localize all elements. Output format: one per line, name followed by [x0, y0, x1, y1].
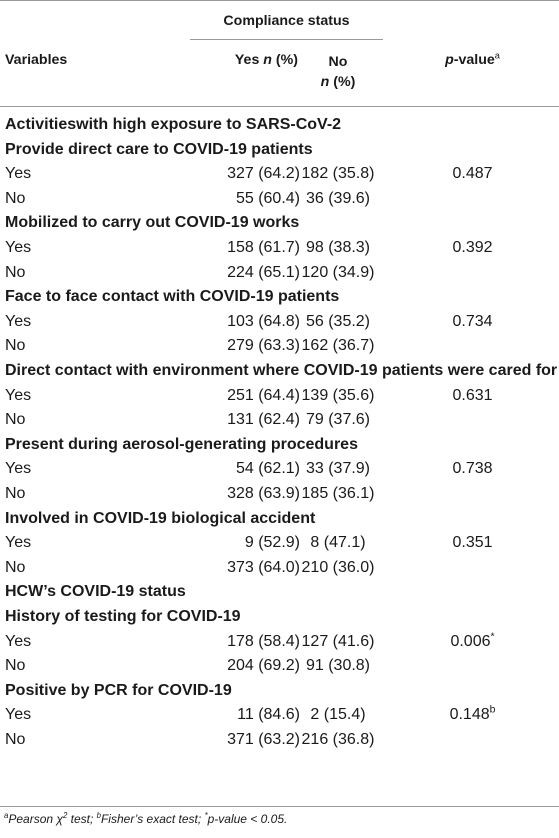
row-label: Yes — [5, 239, 32, 256]
yes-cell: 371 (63.2) — [227, 731, 300, 748]
section-row — [0, 433, 559, 457]
group-header-rule — [190, 39, 383, 40]
no-header: No n (%) — [320, 54, 356, 90]
no-cell: 2 (15.4) — [310, 706, 366, 724]
no-cell: 79 (37.6) — [305, 411, 371, 429]
pvalue-text: 0.487 — [452, 165, 493, 183]
yes-cell: 327 (64.2) — [227, 165, 300, 183]
yes-cell: 251 (64.4) — [227, 386, 300, 404]
row-label: No — [5, 485, 26, 502]
yes-cell: 103 (64.8) — [227, 312, 300, 330]
yes-cell: 279 (63.3) — [227, 337, 300, 355]
no-cell: 98 (38.3) — [305, 239, 371, 256]
no-cell: 210 (36.0) — [301, 558, 375, 576]
row-label: No — [5, 411, 26, 429]
section-label: Positive by PCR for COVID-19 — [5, 681, 232, 699]
section-label: Face to face contact with COVID-19 patients — [5, 288, 340, 306]
section-row — [0, 211, 559, 235]
pvalue-text: 0.392 — [452, 239, 493, 256]
yes-header: Yes n (%) — [234, 52, 298, 68]
table-top-rule — [0, 0, 559, 1]
table-footnote: $^a$Pearson $\chi^2$ test; $^b$Fisher’s exact test; *p-value < 0.05. — [4, 811, 288, 826]
table-row — [0, 310, 559, 334]
table-row — [0, 457, 559, 481]
no-cell: 185 (36.1) — [301, 485, 375, 502]
yes-cell: 131 (62.4) — [227, 411, 300, 429]
table-row — [0, 261, 559, 285]
table-row — [0, 162, 559, 186]
table-row — [0, 728, 559, 752]
table-row — [0, 384, 559, 408]
row-label: Yes — [5, 460, 32, 478]
section-row — [0, 285, 559, 309]
yes-cell: 158 (61.7) — [227, 239, 300, 256]
no-cell: 139 (35.6) — [301, 386, 375, 404]
section-label: Provide direct care to COVID-19 patients — [5, 140, 313, 158]
yes-cell: 204 (69.2) — [227, 657, 300, 675]
table-row — [0, 334, 559, 358]
table-row — [0, 482, 559, 506]
pvalue-cell — [385, 531, 559, 555]
table-row — [0, 703, 559, 727]
pvalue-cell — [385, 457, 559, 481]
pvalue-cell — [385, 310, 559, 334]
section-row — [0, 113, 559, 137]
yes-cell: 178 (58.4) — [227, 632, 300, 650]
no-cell: 162 (36.7) — [301, 337, 375, 355]
pvalue-text: 0.006 — [450, 632, 491, 650]
section-label: HCW’s COVID-19 status — [5, 583, 186, 601]
table-row — [0, 408, 559, 432]
pvalue-superscript: b — [489, 705, 496, 717]
pvalue-cell — [385, 162, 559, 186]
section-label: History of testing for COVID-19 — [5, 608, 241, 625]
section-row — [0, 359, 559, 383]
no-cell: 8 (47.1) — [310, 534, 366, 552]
row-label: Yes — [5, 534, 32, 552]
row-label: No — [5, 263, 26, 281]
yes-cell: 224 (65.1) — [227, 263, 300, 281]
row-label: No — [5, 337, 26, 355]
no-cell: 56 (35.2) — [305, 312, 371, 330]
yes-cell: 55 (60.4) — [235, 189, 300, 207]
pvalue-cell — [385, 384, 559, 408]
row-label: Yes — [5, 312, 32, 330]
pvalue-cell — [385, 630, 559, 654]
table-row — [0, 187, 559, 211]
pvalue-text: 0.351 — [452, 534, 493, 552]
section-label: Direct contact with environment where COVID-19 patients were cared for — [5, 362, 558, 379]
yes-cell: 373 (64.0) — [227, 558, 300, 576]
pvalue-text: 0.148 — [449, 706, 490, 724]
yes-cell: 11 (84.6) — [237, 706, 300, 724]
no-cell: 127 (41.6) — [301, 632, 375, 650]
row-label: No — [5, 657, 26, 675]
row-label: Yes — [5, 706, 32, 724]
pvalue-text: 0.734 — [452, 312, 493, 330]
section-label: Involved in COVID-19 biological accident — [5, 509, 316, 527]
section-row — [0, 605, 559, 629]
pvalue-text: 0.631 — [452, 386, 493, 404]
no-cell: 120 (34.9) — [301, 263, 375, 281]
section-row — [0, 507, 559, 531]
table-bottom-rule — [0, 806, 559, 807]
section-label: Activitieswith high exposure to SARS-CoV-2 — [5, 116, 342, 133]
no-cell: 33 (37.9) — [305, 460, 371, 478]
row-label: Yes — [5, 165, 32, 183]
pvalue-text: 0.738 — [452, 460, 493, 478]
table-row — [0, 236, 559, 260]
row-label: No — [5, 189, 26, 207]
section-row — [0, 138, 559, 162]
table-row — [0, 630, 559, 654]
table-row — [0, 654, 559, 678]
table-row — [0, 531, 559, 555]
variables-header: Variables — [5, 52, 68, 68]
pvalue-cell — [385, 236, 559, 260]
section-label: Mobilized to carry out COVID-19 works — [5, 214, 300, 232]
section-row — [0, 580, 559, 604]
pvalue-header: p-value$^a$ — [445, 50, 500, 68]
section-row — [0, 679, 559, 703]
no-cell: 182 (35.8) — [301, 165, 375, 183]
no-cell: 216 (36.8) — [301, 731, 375, 748]
row-label: No — [5, 731, 26, 748]
row-label: Yes — [5, 386, 32, 404]
section-label: Present during aerosol-generating procedures — [5, 435, 358, 453]
no-cell: 91 (30.8) — [305, 657, 371, 675]
pvalue-cell — [385, 703, 559, 727]
header-bottom-rule — [0, 106, 559, 107]
yes-cell: 9 (52.9) — [244, 534, 300, 552]
row-label: Yes — [5, 632, 32, 650]
table-row — [0, 556, 559, 580]
yes-cell: 328 (63.9) — [227, 485, 300, 502]
row-label: No — [5, 558, 26, 576]
compliance-status-header: Compliance status — [223, 13, 350, 29]
no-cell: 36 (39.6) — [305, 189, 371, 207]
yes-cell: 54 (62.1) — [235, 460, 300, 478]
pvalue-superscript: * — [490, 631, 495, 643]
